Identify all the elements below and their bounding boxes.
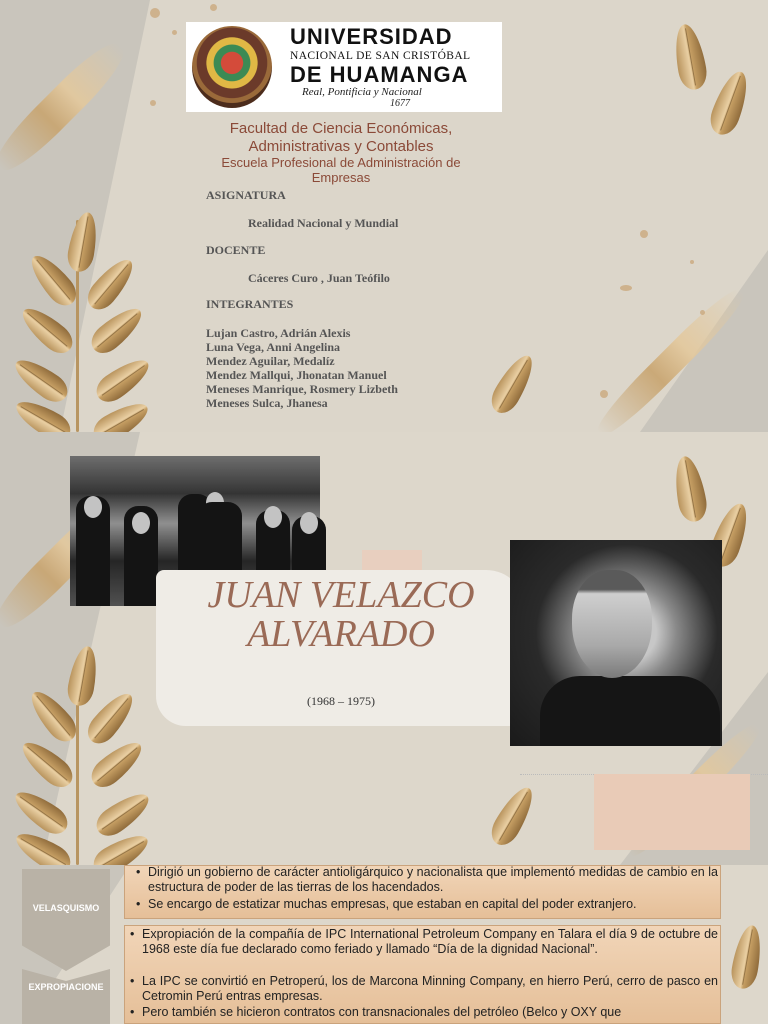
subject-value: Realidad Nacional y Mundial — [248, 216, 399, 230]
logo-text-line2: NACIONAL DE SAN CRISTÓBAL — [290, 50, 471, 62]
school-name: Escuela Profesional de Administración de Empresas — [221, 155, 461, 185]
slide-subtitle-years: (1968 – 1975) — [307, 694, 375, 708]
university-logo — [186, 22, 502, 112]
leaf-icon — [89, 396, 154, 432]
university-seal-icon — [192, 26, 272, 108]
members-label: INTEGRANTES — [206, 297, 294, 311]
section-chevron — [22, 969, 110, 1024]
bullet-item: • Dirigió un gobierno de carácter antioligárquico y nacionalista que implementó medidas de cambio en la estructura de poder de las tierras de los hacendados. — [136, 865, 718, 894]
portrait-photo — [510, 540, 722, 746]
leaf-icon — [486, 350, 541, 418]
member-item: Meneses Manrique, Rosmery Lizbeth — [206, 382, 398, 396]
slide-title: JUAN VELAZCO ALVARADO — [207, 574, 475, 655]
leaf-icon — [670, 22, 709, 92]
logo-text-line3: DE HUAMANGA — [290, 62, 469, 87]
leaf-icon — [91, 352, 155, 408]
leaf-icon — [86, 735, 149, 793]
logo-year: 1677 — [390, 98, 410, 109]
decorative-box — [594, 774, 750, 850]
faculty-name: Facultad de Ciencia Económicas, Administrativas y Contables — [229, 120, 453, 155]
logo-text-line1: UNIVERSIDAD — [290, 24, 453, 49]
leaf-icon — [89, 828, 154, 865]
content-slide — [0, 865, 768, 1024]
bullet-item: • Expropiación de la compañía de IPC International Petroleum Company en Talara el día 9 de octubre de 1968 este día fue declarado como feriado y llamado “Día de la dignidad Nacional”. — [130, 927, 718, 956]
member-item: Mendez Aguilar, Medalíz — [206, 354, 335, 368]
member-item: Luna Vega, Anni Angelina — [206, 340, 341, 354]
bullet-item: • La IPC se convirtió en Petroperú, los de Marcona Minning Company, en hierro Perú, cerro de pasco en Cetromin Perú entras empresas. — [130, 974, 718, 1003]
title-slide — [0, 432, 768, 865]
teacher-label: DOCENTE — [206, 243, 266, 257]
member-item: Lujan Castro, Adrián Alexis — [206, 326, 351, 340]
leaf-icon — [91, 786, 155, 842]
member-item: Meneses Sulca, Jhanesa — [206, 396, 328, 410]
section-label-expropiaciones: EXPROPIACIONE — [28, 982, 104, 992]
section-label-velasquismo: VELASQUISMO — [32, 903, 100, 913]
subject-label: ASIGNATURA — [206, 188, 286, 202]
leaf-icon — [86, 301, 149, 359]
bullet-item: • Se encargo de estatizar muchas empresas, que estaban en capital del poder extranjero. — [136, 897, 637, 911]
leaf-icon — [670, 454, 709, 524]
logo-motto: Real, Pontificia y Nacional — [302, 86, 422, 98]
leaf-icon — [486, 782, 541, 850]
teacher-value: Cáceres Curo , Juan Teófilo — [248, 271, 390, 285]
bullet-item: • Pero también se hicieron contratos con transnacionales del petróleo (Belco y OXY que — [130, 1005, 622, 1019]
cover-slide — [0, 0, 768, 432]
leaf-icon — [729, 923, 766, 991]
leaf-icon — [706, 67, 755, 139]
member-item: Mendez Mallqui, Jhonatan Manuel — [206, 368, 387, 382]
